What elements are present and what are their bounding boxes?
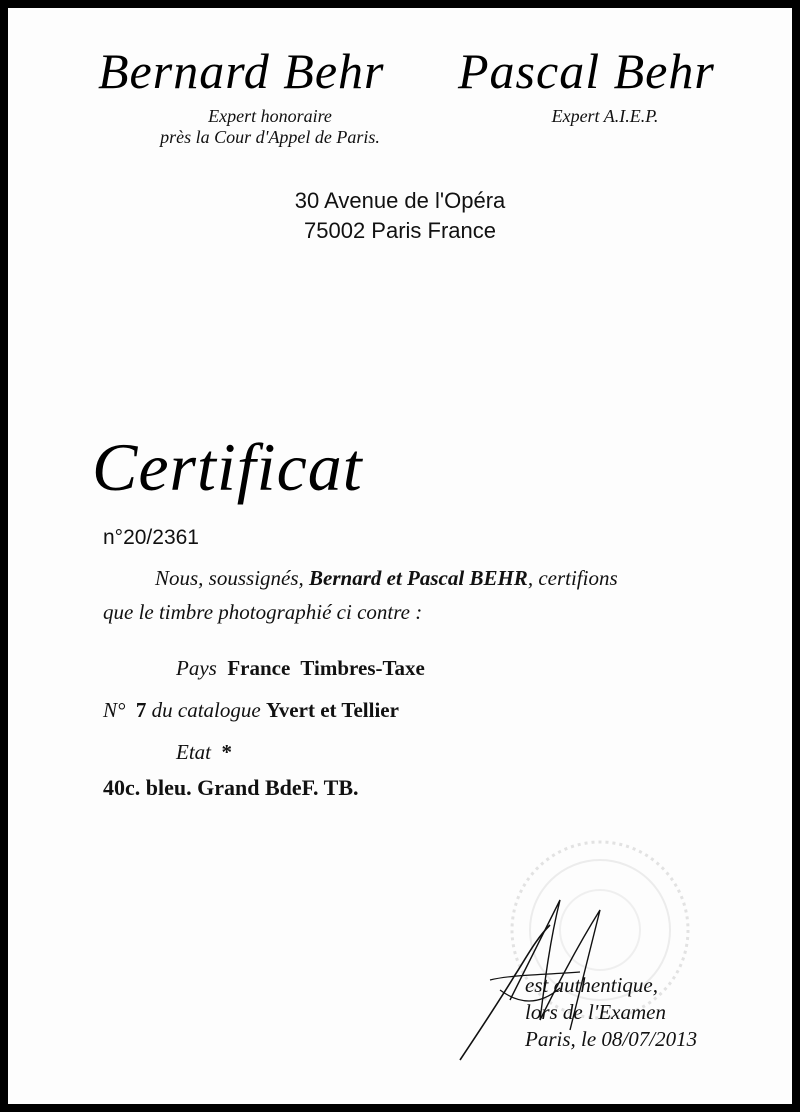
statement-line1 (155, 566, 618, 591)
left-title-line2: près la Cour d'Appel de Paris. (160, 127, 380, 147)
address (200, 186, 600, 246)
pays-label: Pays (176, 656, 217, 680)
statement-prefix: Nous, soussignés, (155, 566, 304, 590)
pays-value: France Timbres-Taxe (227, 656, 425, 680)
etat-label: Etat (176, 740, 211, 764)
etat-row (176, 740, 232, 765)
stamp-description: 40c. bleu. Grand BdeF. TB. (103, 775, 359, 800)
numero-row (103, 698, 399, 723)
closing-line3: Paris, le 08/07/2013 (525, 1027, 698, 1051)
address-line1: 30 Avenue de l'Opéra (294, 188, 506, 213)
left-expert-title (110, 106, 430, 148)
handwritten-signature (440, 880, 640, 1080)
closing-line2: lors de l'Examen (525, 1000, 666, 1024)
bernard-behr-name: Bernard Behr (98, 43, 385, 99)
catalogue-value: Yvert et Tellier (265, 698, 399, 722)
numero-label: N° (103, 698, 126, 722)
statement-names: Bernard et Pascal BEHR (309, 566, 528, 590)
numero-value: 7 (135, 698, 147, 722)
right-expert-title: Expert A.I.E.P. (551, 106, 659, 126)
catalogue-label: du catalogue (151, 698, 261, 722)
statement-line2: que le timbre photographié ci contre : (103, 600, 423, 624)
left-title-line1: Expert honoraire (208, 106, 332, 126)
pays-row (176, 656, 425, 681)
etat-value: * (221, 740, 232, 764)
statement-suffix: , certifions (527, 566, 618, 590)
address-line2: 75002 Paris France (304, 218, 496, 243)
certificate-number: n°20/2361 (103, 526, 199, 549)
pascal-behr-name: Pascal Behr (458, 43, 715, 99)
certificat-heading: Certificat (92, 429, 363, 505)
closing-line1: est authentique, (525, 973, 658, 997)
